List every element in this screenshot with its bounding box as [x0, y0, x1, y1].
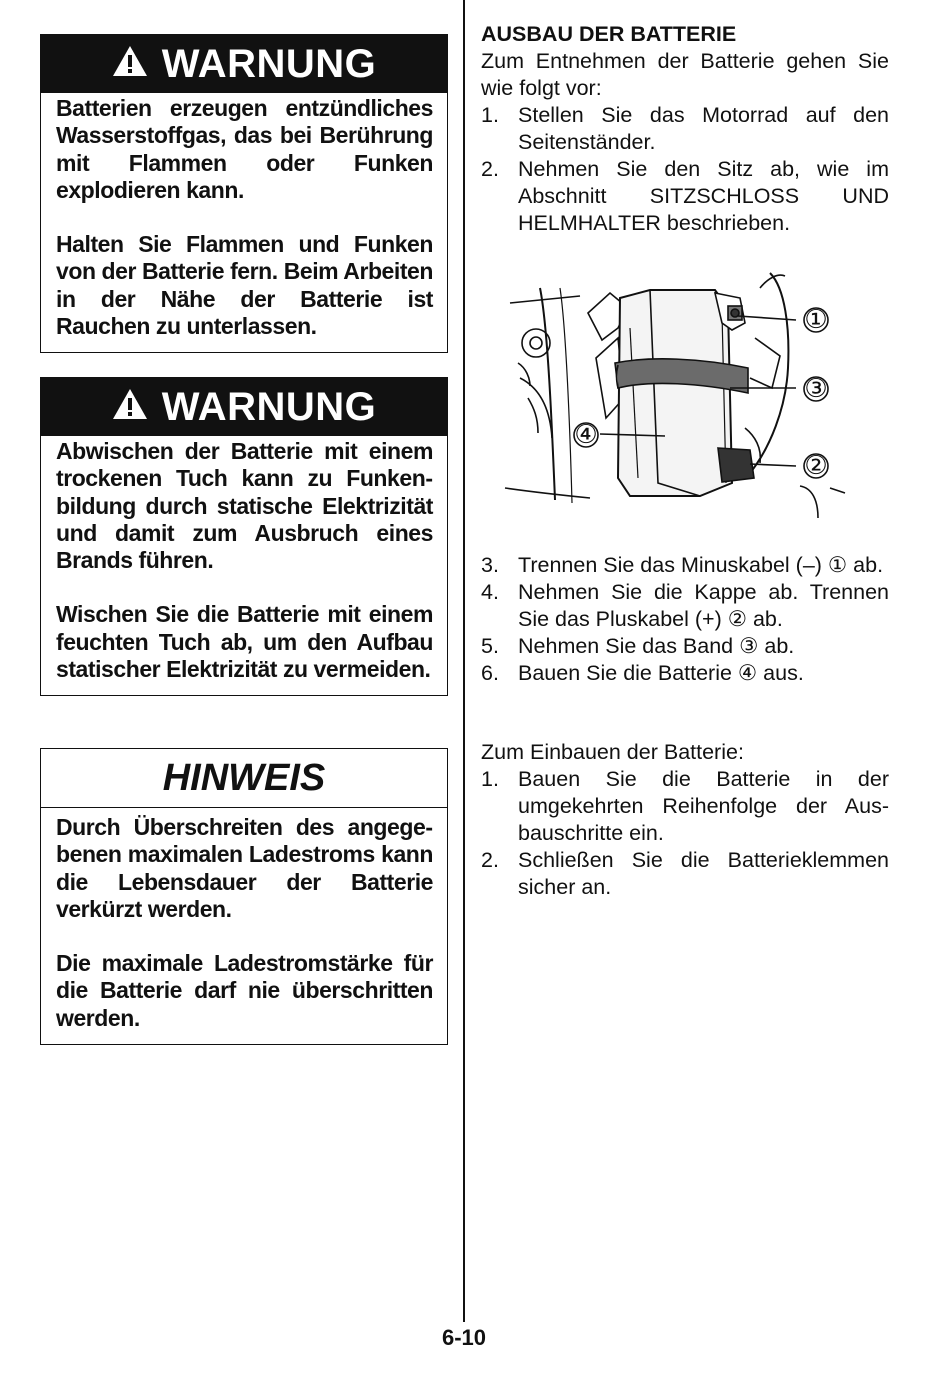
warning-text: Halten Sie Flammen und Funken von der Batterie fern. Beim Arbeiten in der Nähe der Batterie ist Rauchen zu unterlassen. [56, 231, 433, 340]
battery-illustration [500, 268, 860, 528]
section-heading: AUSBAU DER BATTERIE [481, 22, 737, 46]
install-section [481, 739, 889, 901]
removal-steps-b [481, 552, 889, 687]
removal-steps-a [481, 102, 889, 237]
list-item: 5. Nehmen Sie das Band ③ ab. [481, 634, 795, 658]
notice-box [40, 748, 448, 1045]
section-intro: Zum Entnehmen der Batterie gehen Sie wie folgt vor: [481, 49, 889, 100]
callout-label: ④ [574, 420, 598, 450]
warning-header [41, 35, 447, 93]
notice-title: HINWEIS [41, 749, 447, 808]
column-divider [463, 0, 465, 1322]
warning-text: Abwischen der Batterie mit einem trockenen Tuch kann zu Funkenbildung durch statische Elektrizität und damit zum Ausbruch eines Brands führen. [56, 438, 433, 574]
notice-text: Die maximale Ladestromstärke für die Batterie darf nie überschritten werden. [56, 950, 433, 1031]
warning-text: Wischen Sie die Batterie mit einem feuchten Tuch ab, um den Aufbau statischer Elektrizität zu vermeiden. [56, 601, 433, 683]
list-item: 1. Stellen Sie das Motorrad auf den Seitenständer. [481, 103, 889, 154]
list-item: 1. Bauen Sie die Batterie in der umgekehrten Reihenfolge der Ausbauschritte ein. [481, 767, 889, 845]
warning-box-hydrogen [40, 34, 448, 353]
warning-triangle-icon [112, 385, 148, 430]
page-number: 6-10 [441, 1325, 487, 1350]
warning-text: Batterien erzeugen entzündliches Wasserstoffgas, das bei Berührung mit Flammen oder Funken explodieren kann. [56, 95, 433, 203]
list-item: 6. Bauen Sie die Batterie ④ aus. [481, 661, 804, 685]
warning-header [41, 378, 447, 436]
callout-label: ③ [804, 374, 828, 404]
removal-section [481, 21, 889, 237]
removal-steps-continued [481, 552, 889, 687]
section-intro: Zum Einbauen der Batterie: [481, 740, 744, 764]
warning-triangle-icon [112, 42, 148, 87]
warning-box-static [40, 377, 448, 696]
list-item: 3. Trennen Sie das Minuskabel (–) ① ab. [481, 553, 884, 577]
list-item: 4. Nehmen Sie die Kappe ab. Trennen Sie das Pluskabel (+) ② ab. [481, 580, 889, 631]
install-steps [481, 766, 889, 901]
list-item: 2. Nehmen Sie den Sitz ab, wie im Abschnitt SITZSCHLOSS UND HELMHALTER beschrieben. [481, 157, 889, 235]
callout-label: ① [804, 305, 828, 335]
notice-text: Durch Überschreiten des angegebenen maximalen Ladestroms kann die Lebensdauer der Batterie verkürzt werden. [56, 814, 433, 922]
warning-title: WARNUNG [161, 384, 377, 429]
warning-title: WARNUNG [161, 41, 377, 86]
callout-label: ② [804, 451, 828, 481]
list-item: 2. Schließen Sie die Batterieklemmen sicher an. [481, 848, 889, 899]
